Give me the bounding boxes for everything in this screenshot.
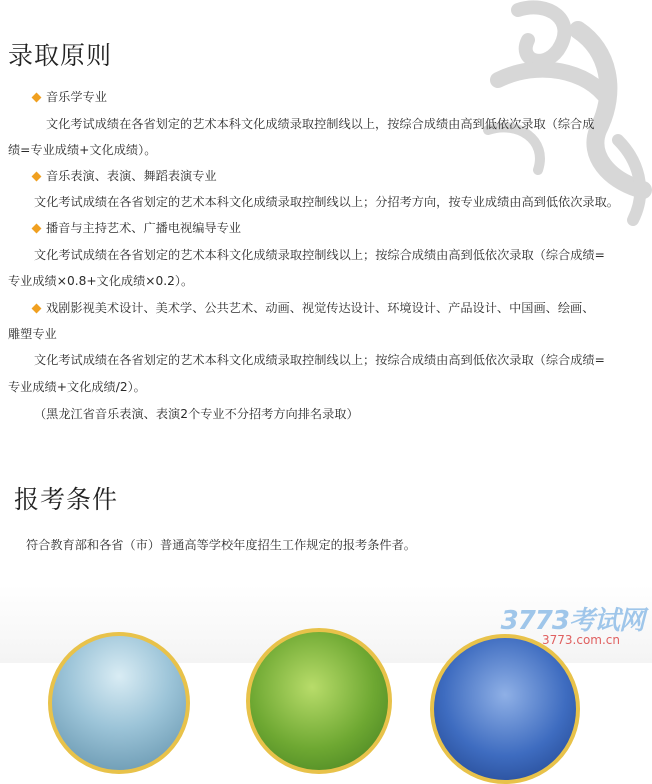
group-heading-music: 音乐学专业 (30, 89, 107, 105)
paragraph-line: 文化考试成绩在各省划定的艺术本科文化成绩录取控制线以上；按综合成绩由高到低依次录取（综合成绩= (34, 248, 605, 262)
eligibility-text: 符合教育部和各省（市）普通高等学校年度招生工作规定的报考条件者。 (26, 538, 416, 552)
site-watermark (501, 600, 644, 647)
orange-diamond-icon (32, 223, 42, 233)
section-title-admission: 录取原则 (8, 41, 113, 70)
orange-diamond-icon (32, 171, 42, 181)
group-heading-continuation: 雕塑专业 (8, 327, 57, 341)
paragraph-line: 文化考试成绩在各省划定的艺术本科文化成绩录取控制线以上；按综合成绩由高到低依次录取（综合成绩= (34, 353, 605, 367)
campus-photo (48, 632, 190, 774)
paragraph-line: 专业成绩×0.8+文化成绩×0.2）。 (8, 274, 194, 288)
group-heading-broadcasting: 播音与主持艺术、广播电视编导专业 (30, 220, 241, 236)
section-title-eligibility: 报考条件 (14, 485, 119, 514)
nature-photo (246, 628, 392, 774)
paragraph-line: 文化考试成绩在各省划定的艺术本科文化成绩录取控制线以上，按综合成绩由高到低依次录取（综合成 (46, 117, 595, 131)
group-heading-art-design: 戏剧影视美术设计、美术学、公共艺术、动画、视觉传达设计、环境设计、产品设计、中国画、绘画、 (30, 300, 594, 316)
paragraph-line: 专业成绩+文化成绩/2）。 (8, 380, 146, 394)
note-heilongjiang: （黑龙江省音乐表演、表演2个专业不分招考方向排名录取） (34, 407, 359, 421)
sky-photo (430, 634, 580, 784)
orange-diamond-icon (32, 303, 42, 313)
watermark-logo: 3773考试网 (500, 606, 644, 636)
paragraph-line: 绩=专业成绩+文化成绩）。 (8, 143, 157, 157)
paragraph-line: 文化考试成绩在各省划定的艺术本科文化成绩录取控制线以上；分招考方向，按专业成绩由高到低依次录取。 (34, 195, 619, 209)
watermark-url: 3773.com.cn (542, 633, 620, 647)
orange-diamond-icon (32, 92, 42, 102)
group-heading-performance: 音乐表演、表演、舞蹈表演专业 (30, 168, 217, 184)
